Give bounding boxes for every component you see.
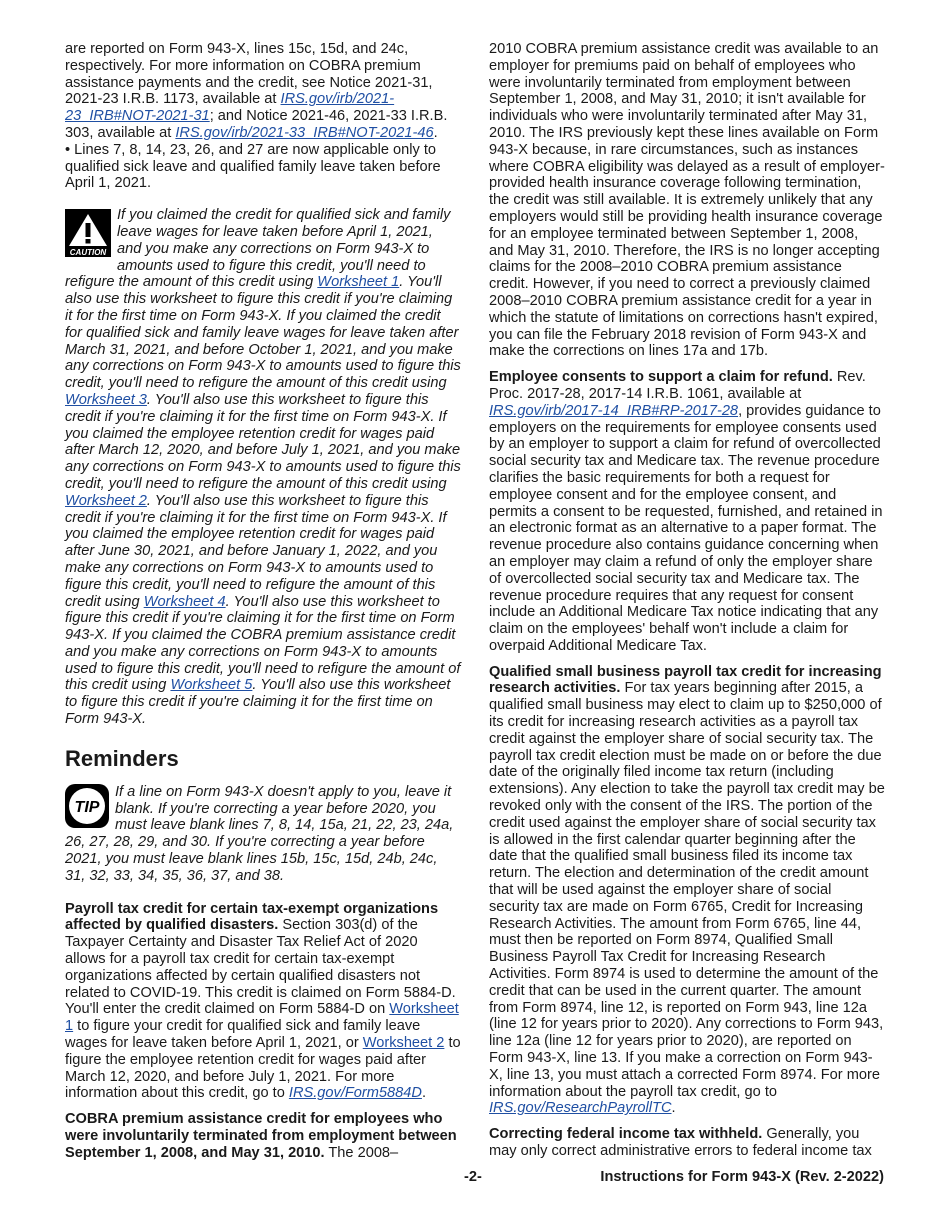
worksheet-5-link[interactable]: Worksheet 5 — [170, 677, 253, 694]
withheld-text-1: Generally, you may only correct administrative errors to federal income tax — [489, 1126, 872, 1159]
caution-note — [65, 207, 461, 728]
payroll-worksheet-2-link[interactable]: Worksheet 2 — [362, 1035, 445, 1052]
worksheet-4-link[interactable]: Worksheet 4 — [143, 593, 226, 610]
worksheet-2-link[interactable]: Worksheet 2 — [65, 492, 147, 509]
intro-text: are reported on Form 943-X, lines 15c, 15d, and 24c, respectively. For more information on COBRA premium assistance payments and the credit, see Notice 2021-31, 2021-23 I.R.B. 1173, available at — [65, 41, 433, 108]
footer-title: Instructions for Form 943-X (Rev. 2-2022) — [600, 1169, 884, 1185]
tip-icon-graphic — [65, 784, 109, 828]
caution-text-5: . You'll also use this worksheet to figure this credit if you're claiming it for the first time on Form 943-X. If you claimed the COBRA premium assistance credit and you make any corrections on Form 943-X to amounts used to figure this credit, you'll need to refigure the amount of this credit using — [65, 593, 461, 694]
bullet-text: Lines 7, 8, 14, 23, 26, and 27 are now applicable only to qualified sick leave and qualified family leave taken before April 1, 2021. — [65, 141, 441, 192]
reminders-heading: Reminders — [65, 745, 179, 771]
right-column — [489, 41, 885, 1160]
caution-text-2: . You'll also use this worksheet to figure this credit if you're claiming it for the first time on Form 943-X. If you claimed the credit for qualified sick and family leave wages for leave taken after March 31, 2021, and before October 1, 2021, and you make any corrections on Form 943-X to amounts used to figure this credit, you'll need to refigure the amount of this credit using — [65, 274, 461, 392]
payroll-text-3: to figure the employee retention credit for wages paid after March 12, 2020, and before July 1, 2021. For more information about this credit, go to — [65, 1035, 461, 1102]
payroll-credit-paragraph — [65, 901, 461, 1103]
left-column — [65, 41, 461, 1162]
caution-text-1: If you claimed the credit for qualified sick and family leave wages for leave taken before April 1, 2021, and you make any corrections on Form 943-X to amounts used to figure this credit, you'll need to refigure the amount of this credit using — [65, 207, 451, 291]
consents-paragraph — [489, 369, 885, 655]
research-text-2: . — [671, 1100, 676, 1117]
caution-text-6: . You'll also use this worksheet to figure this credit if you're claiming it for the first time on Form 943-X. — [65, 677, 451, 728]
cobra-continued: 2010 COBRA premium assistance credit was available to an employer for premiums paid on behalf of employees who were involuntarily terminated from employment between September 1, 2008, and May 31, 2010; it isn't available for individuals who were involuntarily terminated after May 31, 2010. The IRS previously kept these lines available on Form 943-X because, in rare circumstances, such as instances where COBRA eligibility was delayed as a result of employer-provided health insurance coverage following termination, the credit was still available. It is extremely unlikely that any employers would still be providing health insurance coverage for an employee terminated between September 1, 2008, and May 31, 2010. Therefore, the IRS is no longer accepting claims for the 2008–2010 COBRA premium assistance credit. However, if you need to correct a previously claimed 2008–2010 COBRA premium assistance credit for a year in which the statute of limitations on corrections hasn't expired, you can file the February 2018 revision of Form 943-X and make the corrections on lines 17a and 17b. — [489, 41, 885, 360]
tip-icon — [65, 784, 109, 828]
notice-2021-46-link[interactable]: IRS.gov/irb/2021-33_IRB#NOT-2021-46 — [175, 124, 434, 141]
cobra-text-1: The 2008– — [324, 1144, 399, 1161]
worksheet-3-link[interactable]: Worksheet 3 — [65, 391, 147, 408]
cobra-heading: COBRA premium assistance credit for employees who were involuntarily terminated from employment between September 1, 2008, and May 31, 2010. — [65, 1111, 457, 1161]
bullet-icon: • — [65, 141, 75, 158]
consents-text-2: , provides guidance to employers on the requirements for employee consents used by an employer to support a claim for refund of overcollected social security tax and Medicare tax. The revenue procedure clarifies the basic requirements for both a request for employee consent and for the employee consent, and permits a consent to be requested, furnished, and retained in an electronic format as an alternative to a paper format. The revenue procedure also contains guidance concerning when an employer may claim a refund of only the employer share of overcollected social security tax and Medicare tax. The revenue procedure requires that any request for consent include an Additional Medicare Tax notice indicating that any claim on the employees' behalf won't include a claim for overpaid Additional Medicare Tax. — [489, 402, 883, 654]
tip-icon-label: TIP — [74, 798, 100, 816]
consents-text-1: Rev. Proc. 2017-28, 2017-14 I.R.B. 1061, available at — [489, 369, 866, 402]
rp-2017-28-link[interactable]: IRS.gov/irb/2017-14_IRB#RP-2017-28 — [489, 402, 739, 419]
payroll-worksheet-1-link[interactable]: Worksheet 1 — [65, 1001, 459, 1035]
caution-icon-graphic — [65, 209, 111, 257]
consents-heading: Employee consents to support a claim for refund. — [489, 369, 833, 386]
caution-icon — [65, 209, 111, 259]
research-payroll-tc-link[interactable]: IRS.gov/ResearchPayrollTC — [489, 1100, 672, 1117]
intro-paragraph — [65, 41, 461, 142]
payroll-text-4: . — [421, 1085, 426, 1102]
research-paragraph — [489, 664, 885, 1118]
page-number: -2- — [464, 1169, 482, 1185]
notice-2021-31-link[interactable]: IRS.gov/irb/2021-23_IRB#NOT-2021-31 — [65, 91, 395, 125]
intro-end-text: . — [433, 124, 438, 141]
payroll-text-2: to figure your credit for qualified sick and family leave wages for leave taken before April 1, 2021, or — [65, 1018, 421, 1052]
tip-text: If a line on Form 943-X doesn't apply to you, leave it blank. If you're correcting a year before 2020, you must leave blank lines 7, 8, 14, 15a, 21, 22, 23, 24a, 26, 27, 28, 29, and 30. If you're correcting a year before 2021, you must leave blank lines 15b, 15c, 15d, 24b, 24c, 31, 32, 33, 34, 35, 36, 37, and 38. — [65, 783, 454, 884]
form5884d-link[interactable]: IRS.gov/Form5884D — [288, 1085, 422, 1102]
payroll-text-1: Section 303(d) of the Taxpayer Certainty and Disaster Tax Relief Act of 2020 allows for a payroll tax credit for certain tax-exempt organizations affected by certain qualified disasters not related to COVID-19. This credit is claimed on Form 5884-D. You'll enter the credit claimed on Form 5884-D on — [65, 917, 456, 1018]
withheld-heading: Correcting federal income tax withheld. — [489, 1126, 763, 1143]
payroll-credit-heading: Payroll tax credit for certain tax-exempt organizations affected by qualified disasters. — [65, 900, 439, 934]
tip-note — [65, 784, 461, 885]
caution-text-4: . You'll also use this worksheet to figure this credit if you're claiming it for the first time on Form 943-X. If you claimed the employee retention credit for wages paid after June 30, 2021, and before January 1, 2022, and you make any corrections on Form 943-X to amounts used to figure this credit, you'll need to refigure the amount of this credit using — [65, 492, 447, 610]
caution-icon-label: CAUTION — [69, 248, 107, 258]
caution-text-3: . You'll also use this worksheet to figure this credit if you're claiming it for the first time on Form 943-X. If you claimed the employee retention credit for wages paid after March 12, 2020, and before July 1, 2021, and you make any corrections on Form 943-X to amounts used to figure this credit, you'll need to refigure the amount of this credit using — [65, 391, 461, 492]
research-text-1: For tax years beginning after 2015, a qualified small business may elect to claim up to $250,000 of its credit for increasing research activities as a payroll tax credit against the employer share of social security tax. The payroll tax credit election must be made on or before the due date of the originally filed income tax return (including extensions). Any election to take the payroll tax credit may be revoked only with the consent of the IRS. The portion of the credit used against the employer share of social security tax is allowed in the first calendar quarter beginning after the date that the qualified small business filed its income tax return. The election and determination of the credit amount that will be used against the employer share of social security tax are made on Form 6765, Credit for Increasing Research Activities. The amount from Form 6765, line 44, must then be reported on Form 8974, Qualified Small Business Payroll Tax Credit for Increasing Research Activities. Form 8974 is used to determine the amount of the credit that can be used in the current quarter. The amount from Form 8974, line 12, is reported on Form 943, line 12a (line 12 for years prior to 2020). Any corrections to Form 943, line 12a (line 12 for years prior to 2020), are reported on Form 943-X, line 13. If you make a correction on Form 943-X, line 13, you must attach a corrected Form 8974. For more information about the payroll tax credit, go to — [489, 680, 885, 1100]
bullet-item — [65, 142, 461, 192]
cobra-paragraph — [65, 1111, 461, 1161]
intro-mid-text: ; and Notice 2021-46, 2021-33 I.R.B. 303, available at — [65, 108, 448, 141]
research-heading: Qualified small business payroll tax credit for increasing research activities. — [489, 663, 882, 697]
worksheet-1-link[interactable]: Worksheet 1 — [317, 274, 400, 291]
withheld-paragraph — [489, 1126, 885, 1160]
